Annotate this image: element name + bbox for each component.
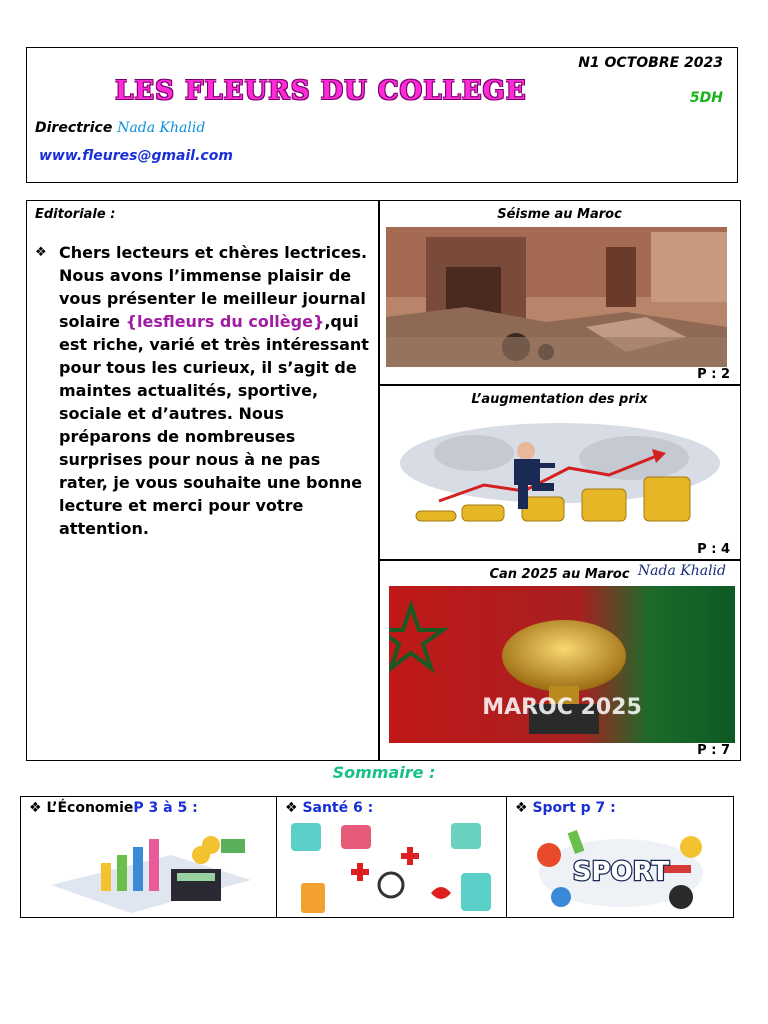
sommaire-section-sante[interactable] — [277, 797, 507, 917]
article-title-seisme[interactable]: Séisme au Maroc — [497, 207, 622, 222]
section-label: ❖ Sport p 7 : — [515, 800, 616, 816]
health-illustration — [291, 823, 495, 915]
section-name: Santé 6 : — [302, 800, 374, 816]
page-reference: P : 7 — [697, 743, 730, 758]
sommaire-table — [20, 796, 734, 918]
price: 5DH — [689, 90, 723, 106]
editorial-part: ,qui est riche, varié et très intéressant pour tous les curieux, il s’agit de maintes actualités, sportive, sociale et d’autres. Nous préparons de nombreuses surprises pour nous à ne pas rater, je vous souhaite une bonne lecture et merci pour votre attention. — [59, 312, 369, 538]
director-name: Nada Khalid — [117, 120, 206, 136]
column-divider — [378, 201, 380, 760]
newspaper-title: LES FLEURS DU COLLEGE — [115, 76, 527, 106]
section-pages: P 3 à 5 : — [133, 800, 198, 816]
section-name: L’Économie — [46, 800, 134, 816]
rising-prices-illustration — [384, 413, 737, 541]
editorial-highlight: {lesfleurs du collège} — [125, 312, 325, 331]
sommaire-title: Sommaire : — [332, 763, 436, 782]
can-2025-poster — [389, 586, 735, 743]
section-name: Sport p 7 : — [532, 800, 616, 816]
editorial-text — [35, 241, 373, 540]
sport-text: SPORT — [572, 857, 670, 887]
row-divider — [378, 384, 741, 386]
sport-illustration — [531, 825, 711, 911]
page-reference: P : 4 — [697, 542, 730, 557]
masthead — [26, 47, 738, 183]
email-link[interactable]: www.fleures@gmail.com — [39, 148, 233, 164]
director-line — [35, 120, 205, 136]
article-title-prix[interactable]: L’augmentation des prix — [471, 392, 648, 407]
editorial-signature: Nada Khalid — [637, 563, 726, 579]
editorial-body — [59, 241, 373, 540]
section-label: ❖ Santé 6 : — [285, 800, 374, 816]
sommaire-section-economie[interactable] — [21, 797, 277, 917]
article-title-can[interactable]: Can 2025 au Maroc — [489, 567, 630, 582]
economy-illustration — [51, 825, 251, 913]
editorial-part: Chers lecteurs et chères lectrices. Nous avons l’immense plaisir de vous présenter le meilleur journal solaire — [59, 243, 368, 331]
section-label: ❖ L’ÉconomieP 3 à 5 : — [29, 800, 198, 816]
front-page-grid — [26, 200, 741, 761]
director-label: Directrice — [35, 120, 113, 136]
earthquake-photo — [386, 227, 727, 367]
issue-date: N1 OCTOBRE 2023 — [578, 55, 723, 71]
editorial-label: Editoriale : — [35, 207, 116, 222]
poster-text: MAROC 2025 — [482, 695, 642, 720]
page-reference: P : 2 — [697, 367, 730, 382]
diamond-bullet-icon: ❖ — [35, 245, 47, 260]
row-divider — [378, 559, 741, 561]
sommaire-section-sport[interactable] — [507, 797, 733, 917]
